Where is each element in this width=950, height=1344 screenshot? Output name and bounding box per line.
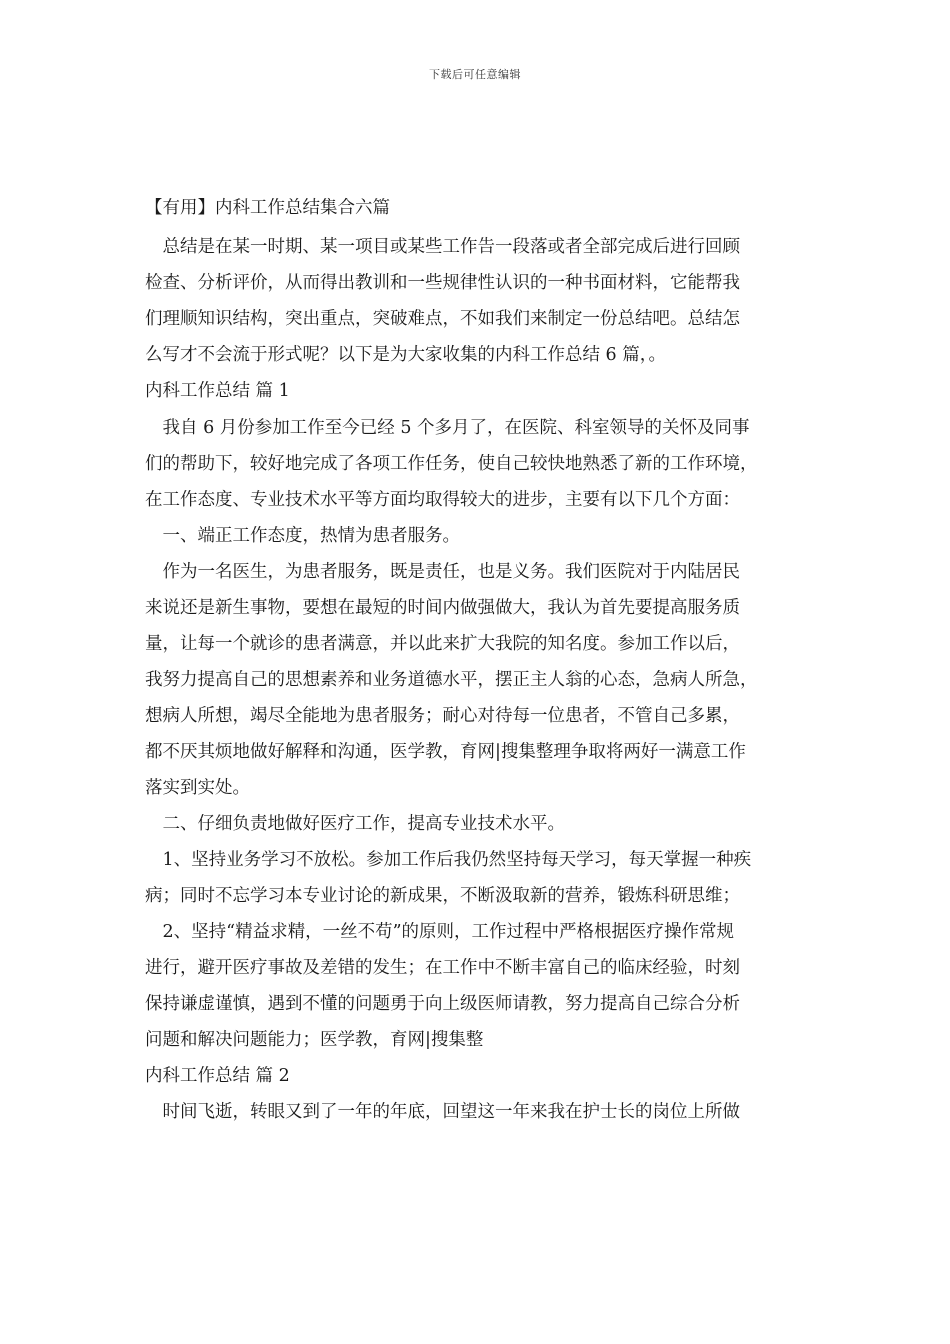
- paragraph-line: 我努力提高自己的思想素养和业务道德水平，摆正主人翁的心态，急病人所急，: [145, 670, 758, 690]
- document-title: 【有用】内科工作总结集合六篇: [145, 198, 390, 218]
- paragraph-line: 想病人所想，竭尽全能地为患者服务；耐心对待每一位患者，不管自己多累，: [145, 706, 740, 726]
- paragraph-line: 在工作态度、专业技术水平等方面均取得较大的进步，主要有以下几个方面：: [145, 490, 740, 510]
- paragraph-line: 内科工作总结 篇 1: [145, 381, 290, 401]
- header-note: 下载后可任意编辑: [429, 68, 521, 81]
- paragraph-line: 病；同时不忘学习本专业讨论的新成果，不断汲取新的营养，锻炼科研思维；: [145, 886, 740, 906]
- paragraph-line: 量，让每一个就诊的患者满意，并以此来扩大我院的知名度。参加工作以后，: [145, 634, 740, 654]
- paragraph-line: 都不厌其烦地做好解释和沟通，医学教，育网|搜集整理争取将两好一满意工作: [145, 742, 746, 762]
- paragraph-line: 来说还是新生事物，要想在最短的时间内做强做大，我认为首先要提高服务质: [145, 598, 740, 618]
- paragraph-line: 么写才不会流于形式呢？以下是为大家收集的内科工作总结 6 篇，。: [145, 345, 667, 365]
- paragraph-line: 们理顺知识结构，突出重点，突破难点，不如我们来制定一份总结吧。总结怎: [145, 309, 740, 329]
- paragraph-line: 落实到实处。: [145, 778, 250, 798]
- paragraph-line: 二、仔细负责地做好医疗工作，提高专业技术水平。: [145, 814, 565, 834]
- paragraph-line: 检查、分析评价，从而得出教训和一些规律性认识的一种书面材料，它能帮我: [145, 273, 740, 293]
- paragraph-line: 内科工作总结 篇 2: [145, 1066, 290, 1086]
- paragraph-line: 2、坚持“精益求精，一丝不苟”的原则，工作过程中严格根据医疗操作常规: [145, 922, 735, 942]
- paragraph-line: 问题和解决问题能力；医学教，育网|搜集整: [145, 1030, 484, 1050]
- paragraph-line: 1、坚持业务学习不放松。参加工作后我仍然坚持每天学习，每天掌握一种疾: [145, 850, 752, 870]
- paragraph-line: 进行，避开医疗事故及差错的发生；在工作中不断丰富自己的临床经验，时刻: [145, 958, 740, 978]
- paragraph-line: 总结是在某一时期、某一项目或某些工作告一段落或者全部完成后进行回顾: [145, 237, 740, 257]
- paragraph-line: 们的帮助下，较好地完成了各项工作任务，使自己较快地熟悉了新的工作环境，: [145, 454, 758, 474]
- paragraph-line: 我自 6 月份参加工作至今已经 5 个多月了，在医院、科室领导的关怀及同事: [145, 418, 750, 438]
- paragraph-line: 一、端正工作态度，热情为患者服务。: [145, 526, 460, 546]
- paragraph-line: 作为一名医生，为患者服务，既是责任，也是义务。我们医院对于内陆居民: [145, 562, 740, 582]
- paragraph-line: 时间飞逝，转眼又到了一年的年底，回望这一年来我在护士长的岗位上所做: [145, 1102, 740, 1122]
- paragraph-line: 保持谦虚谨慎，遇到不懂的问题勇于向上级医师请教，努力提高自己综合分析: [145, 994, 740, 1014]
